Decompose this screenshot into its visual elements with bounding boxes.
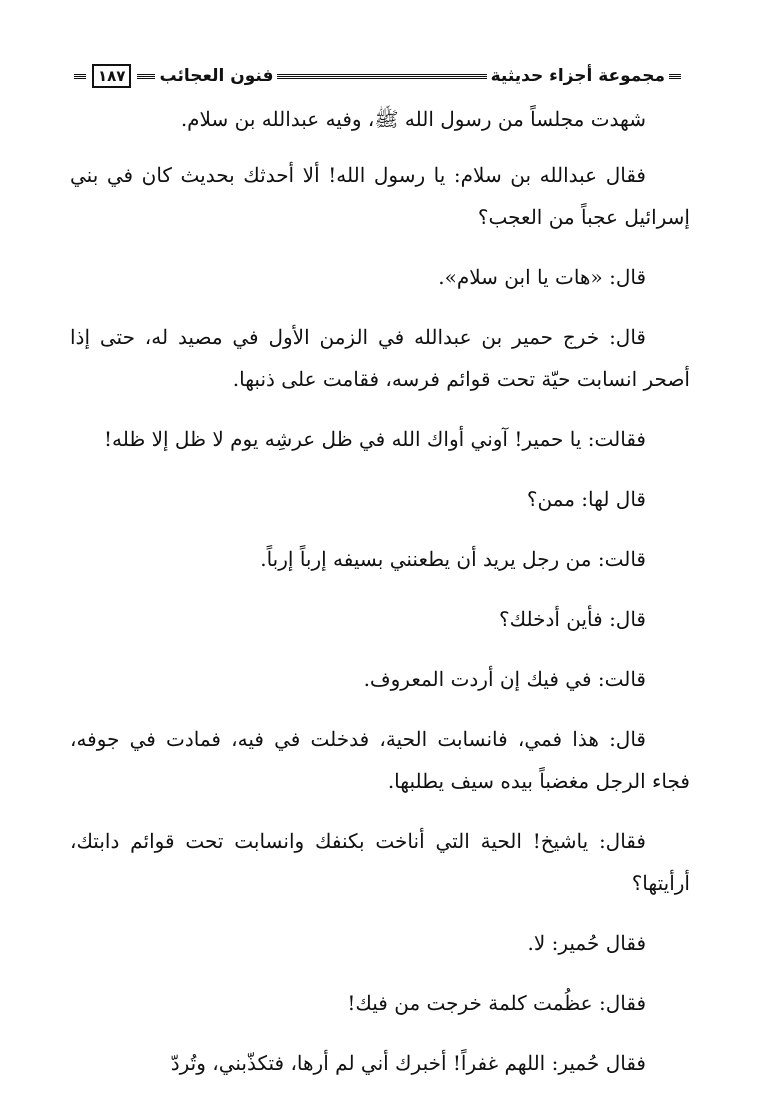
paragraph: قال: خرج حمير بن عبدالله في الزمن الأول في مصيد له، حتى إذا أصحر انسابت حيّة تحت قوائم فرسه، فقامت على ذنبها. [70, 325, 690, 391]
header-rule-right [669, 74, 681, 79]
paragraph: شهدت مجلساً من رسول الله ﷺ، وفيه عبدالله بن سلام. [180, 107, 646, 131]
running-header [70, 56, 685, 96]
page-number: ١٨٧ [92, 64, 131, 88]
header-rule-middle [277, 74, 486, 79]
paragraph: قال لها: ممن؟ [526, 487, 646, 511]
header-rule-end [74, 74, 86, 79]
paragraph: فقال حُمير: اللهم غفراً! أخبرك أني لم أرها، فتكذّبني، وتُردّ [170, 1051, 646, 1075]
page-body [70, 98, 690, 1102]
paragraph: قال: فأين أدخلك؟ [498, 607, 646, 631]
paragraph: فقال حُمير: لا. [527, 931, 646, 955]
paragraph: فقال عبدالله بن سلام: يا رسول الله! ألا أحدثك بحديث كان في بني إسرائيل عجباً من العجب؟ [70, 163, 690, 229]
paragraph: فقال: ياشيخ! الحية التي أناخت بكنفك وانسابت تحت قوائم دابتك، أرأيتها؟ [70, 829, 690, 895]
paragraph: قال: «هات يا ابن سلام». [438, 265, 646, 289]
paragraph: قال: هذا فمي، فانسابت الحية، فدخلت في فيه، فمادت في جوفه، فجاء الرجل مغضباً بيده سيف يطلبها. [70, 727, 690, 793]
header-section-title: فنون العجائب [159, 66, 274, 86]
paragraph: قالت: في فيك إن أردت المعروف. [363, 667, 646, 691]
paragraph: فقالت: يا حمير! آوني أواك الله في ظل عرشِه يوم لا ظل إلا ظله! [103, 427, 646, 451]
paragraph: فقال: عظُمت كلمة خرجت من فيك! [347, 991, 646, 1015]
header-rule-left [137, 74, 155, 79]
header-book-title: مجموعة أجزاء حديثية [490, 66, 665, 86]
paragraph: قالت: من رجل يريد أن يطعنني بسيفه إرباً إرباً. [260, 547, 646, 571]
